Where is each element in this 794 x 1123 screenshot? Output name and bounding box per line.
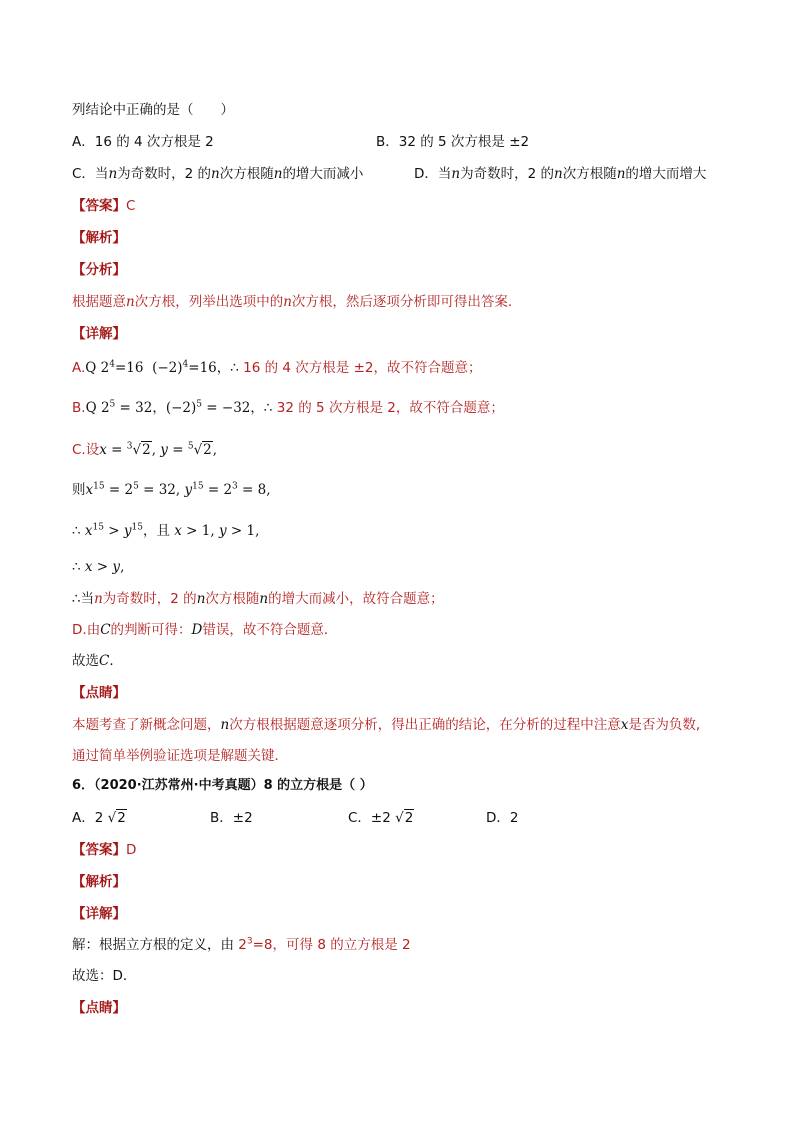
q6-choose: 故选：D．: [72, 968, 137, 984]
q6-answer: 【答案】D: [72, 842, 137, 858]
q5-detail-line-d: D.由C的判断可得：D错误，故不符合题意．: [72, 622, 338, 638]
q5-fenxi-text: 根据题意n次方根，列举出选项中的n次方根，然后逐项分析即可得出答案．: [72, 294, 522, 310]
q6-answer-value: D: [126, 842, 137, 858]
q5-analysis-heading: 【解析】: [72, 230, 126, 246]
q5-answer-value: C: [126, 198, 136, 214]
q6-key-point-heading: 【点睛】: [72, 1000, 126, 1016]
q5-key-point-line2: 通过简单举例验证选项是解题关键．: [72, 748, 288, 764]
q5-detail-line-c2: 则$x^{15} = 2^5 = 32$, $y^{15} = 2^3 = 8$,: [72, 481, 271, 498]
q5-detail-line-b: B.Q $2^5 = 32$，$(-2)^5 = -32$，∴ 32 的 5 次方根是 2，故不符合题意；: [72, 399, 504, 416]
q5-detail-line-a: A.Q $2^4=16$ $(-2)^4=16$，∴ 16 的 4 次方根是 ±2，故不符合题意；: [72, 359, 482, 376]
q5-detail-line-c1: C.设x = $^3$√2, y = $^5$√2,: [72, 441, 218, 458]
q5-stem: 列结论中正确的是（ ）: [72, 102, 234, 118]
q5-detail-line-c4: ∴ x > y,: [72, 559, 125, 575]
q6-option-c: C．±2 √2: [348, 810, 414, 826]
q5-option-a: A．16 的 4 次方根是 2: [72, 134, 214, 150]
q6-option-a: A．2 √2: [72, 810, 126, 826]
q5-answer: 【答案】C: [72, 198, 136, 214]
q5-detail-line-c5: ∴当n为奇数时，2 的n次方根随n的增大而减小，故符合题意；: [72, 591, 444, 607]
q6-solution: 解：根据立方根的定义，由 $2^3=8$，可得 8 的立方根是 2: [72, 936, 411, 953]
q6-analysis-heading: 【解析】: [72, 874, 126, 890]
q5-detail-heading: 【详解】: [72, 326, 126, 342]
q6-option-d: D．2: [486, 810, 519, 826]
q5-option-d: D．当n为奇数时，2 的n次方根随n的增大而增大: [414, 166, 707, 182]
q5-option-b: B．32 的 5 次方根是 ±2: [376, 134, 530, 150]
q5-key-point-line1: 本题考查了新概念问题，n次方根根据题意逐项分析，得出正确的结论，在分析的过程中注意x是否为负数,: [72, 717, 701, 733]
q5-detail-line-c3: ∴ $x^{15} > y^{15}$，且 x > 1, y > 1,: [72, 522, 260, 539]
q5-choose: 故选C．: [72, 653, 123, 669]
q6-detail-heading: 【详解】: [72, 906, 126, 922]
q6-stem: 6．（2020·江苏常州·中考真题）8 的立方根是（ ）: [72, 778, 373, 793]
q5-key-point-heading: 【点睛】: [72, 685, 126, 701]
q5-fenxi-heading: 【分析】: [72, 262, 126, 278]
q6-option-b: B．±2: [210, 810, 253, 826]
q5-option-c: C．当n为奇数时，2 的n次方根随n的增大而减小: [72, 166, 364, 182]
